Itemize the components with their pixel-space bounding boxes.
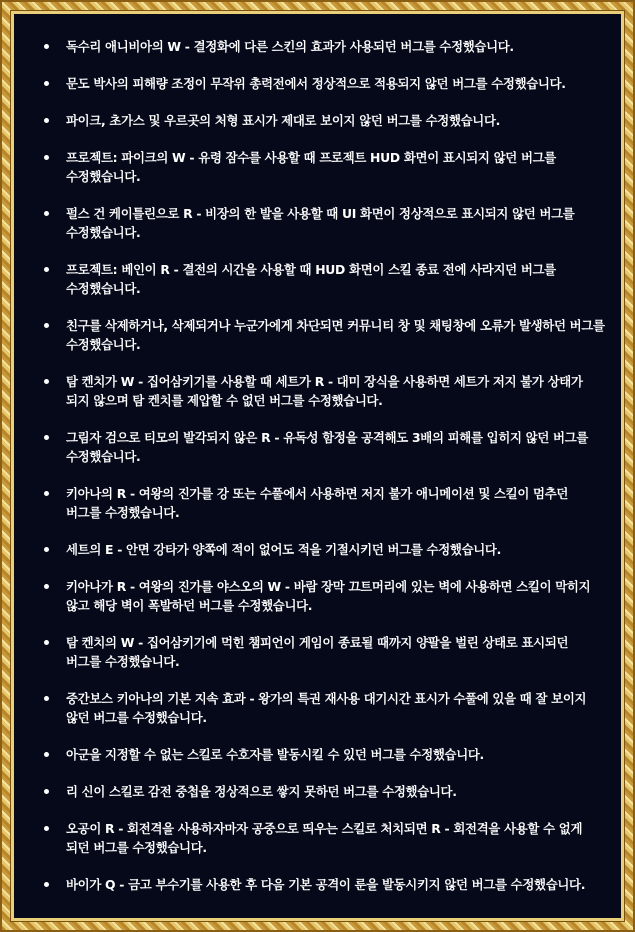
list-item-text: 펄스 건 케이틀린으로 R - 비장의 한 발을 사용할 때 UI 화면이 정상적으로 표시되지 않던 버그를 수정했습니다. bbox=[66, 206, 575, 240]
bullet-icon bbox=[44, 491, 49, 496]
list-item bbox=[44, 111, 605, 130]
list-item-text: 탐 켄치가 W - 집어삼키기를 사용할 때 세트가 R - 대미 장식을 사용하면 세트가 저지 불가 상태가 되지 않으며 탐 켄치를 제압할 수 없던 버그를 수정했습니다. bbox=[66, 374, 583, 408]
list-item bbox=[44, 540, 605, 559]
bullet-icon bbox=[44, 155, 49, 160]
list-item-text: 바이가 Q - 금고 부수기를 사용한 후 다음 기본 공격이 룬을 발동시키지 않던 버그를 수정했습니다. bbox=[66, 877, 586, 892]
list-item-text: 파이크, 초가스 및 우르곳의 처형 표시가 제대로 보이지 않던 버그를 수정했습니다. bbox=[66, 113, 501, 128]
list-item-text: 친구를 삭제하거나, 삭제되거나 누군가에게 차단되면 커뮤니티 창 및 채팅창에 오류가 발생하던 버그를 수정했습니다. bbox=[66, 318, 605, 352]
bullet-icon bbox=[44, 640, 49, 645]
bullet-icon bbox=[44, 752, 49, 757]
bullet-icon bbox=[44, 435, 49, 440]
list-item bbox=[44, 148, 605, 186]
bullet-icon bbox=[44, 379, 49, 384]
list-item-text: 프로젝트: 파이크의 W - 유령 잠수를 사용할 때 프로젝트 HUD 화면이 표시되지 않던 버그를 수정했습니다. bbox=[66, 150, 556, 184]
list-item-text: 아군을 지정할 수 없는 스킬로 수호자를 발동시킬 수 있던 버그를 수정했습니다. bbox=[66, 747, 484, 762]
list-item-text: 문도 박사의 피해량 조정이 무작위 총력전에서 정상적으로 적용되지 않던 버그를 수정했습니다. bbox=[66, 76, 566, 91]
list-item-text: 탐 켄치의 W - 집어삼키기에 먹힌 챔피언이 게임이 종료될 때까지 양팔을 벌린 상태로 표시되던 버그를 수정했습니다. bbox=[66, 635, 569, 669]
bullet-icon bbox=[44, 882, 49, 887]
list-item-text: 키아나의 R - 여왕의 진가를 강 또는 수풀에서 사용하면 저지 불가 애니메이션 및 스킬이 멈추던 버그를 수정했습니다. bbox=[66, 486, 569, 520]
bullet-icon bbox=[44, 323, 49, 328]
bullet-icon bbox=[44, 118, 49, 123]
list-item bbox=[44, 745, 605, 764]
list-item-text: 오공이 R - 회전격을 사용하자마자 공중으로 띄우는 스킬로 처치되면 R - 회전격을 사용할 수 없게 되던 버그를 수정했습니다. bbox=[66, 821, 583, 855]
list-item bbox=[44, 484, 605, 522]
list-item-text: 키아나가 R - 여왕의 진가를 야스오의 W - 바람 장막 끄트머리에 있는 벽에 사용하면 스킬이 막히지 않고 해당 벽이 폭발하던 버그를 수정했습니다. bbox=[66, 579, 591, 613]
bullet-icon bbox=[44, 211, 49, 216]
list-item bbox=[44, 428, 605, 466]
list-item bbox=[44, 37, 605, 56]
bullet-icon bbox=[44, 81, 49, 86]
list-item bbox=[44, 633, 605, 671]
list-item bbox=[44, 260, 605, 298]
bullet-icon bbox=[44, 826, 49, 831]
bullet-icon bbox=[44, 696, 49, 701]
list-item bbox=[44, 316, 605, 354]
bullet-icon bbox=[44, 584, 49, 589]
list-item bbox=[44, 819, 605, 857]
bullet-icon bbox=[44, 789, 49, 794]
list-item bbox=[44, 372, 605, 410]
patch-notes-list bbox=[44, 37, 605, 894]
list-item-text: 그림자 검으로 티모의 발각되지 않은 R - 유독성 함정을 공격해도 3배의 피해를 입히지 않던 버그를 수정했습니다. bbox=[66, 430, 589, 464]
list-item bbox=[44, 782, 605, 801]
list-item-text: 세트의 E - 안면 강타가 양쪽에 적이 없어도 적을 기절시키던 버그를 수정했습니다. bbox=[66, 542, 501, 557]
list-item bbox=[44, 689, 605, 727]
bullet-icon bbox=[44, 44, 49, 49]
list-item bbox=[44, 204, 605, 242]
bullet-icon bbox=[44, 267, 49, 272]
list-item-text: 프로젝트: 베인이 R - 결전의 시간을 사용할 때 HUD 화면이 스킬 종료 전에 사라지던 버그를 수정했습니다. bbox=[66, 262, 556, 296]
list-item bbox=[44, 577, 605, 615]
bullet-icon bbox=[44, 547, 49, 552]
list-item-text: 중간보스 키아나의 기본 지속 효과 - 왕가의 특권 재사용 대기시간 표시가 수풀에 있을 때 잘 보이지 않던 버그를 수정했습니다. bbox=[66, 691, 587, 725]
list-item-text: 독수리 애니비아의 W - 결정화에 다른 스킨의 효과가 사용되던 버그를 수정했습니다. bbox=[66, 39, 514, 54]
list-item bbox=[44, 875, 605, 894]
patch-notes-panel bbox=[14, 14, 621, 918]
list-item-text: 리 신이 스킬로 감전 중첩을 정상적으로 쌓지 못하던 버그를 수정했습니다. bbox=[66, 784, 457, 799]
list-item bbox=[44, 74, 605, 93]
